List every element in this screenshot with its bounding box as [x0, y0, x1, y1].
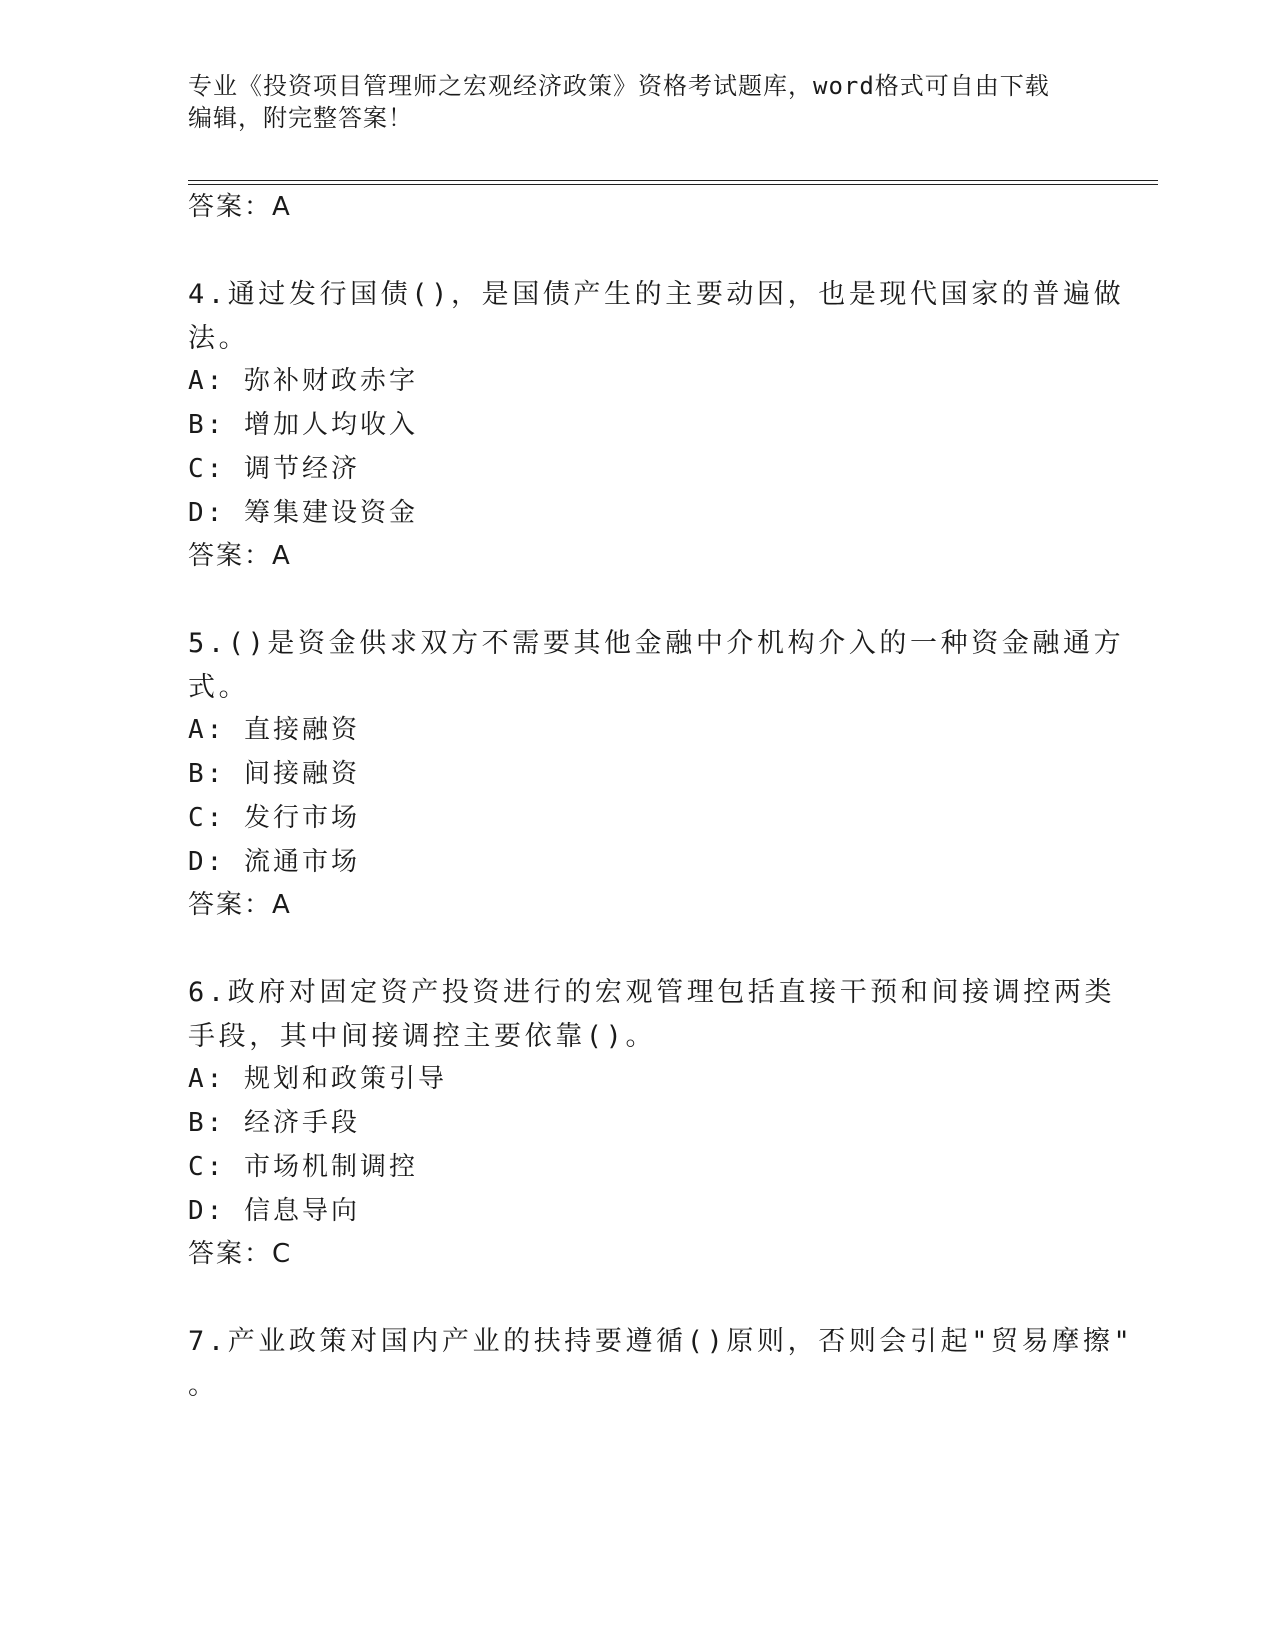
question-4-option-c: C: 调节经济 — [188, 454, 360, 484]
question-6-option-d: D: 信息导向 — [188, 1196, 360, 1226]
question-4-option-a: A: 弥补财政赤字 — [188, 366, 418, 396]
document-header: 专业《投资项目管理师之宏观经济政策》资格考试题库，word格式可自由下载编辑，附完整答案！ — [188, 72, 1050, 132]
question-6-option-c: C: 市场机制调控 — [188, 1152, 418, 1182]
question-6-option-a: A: 规划和政策引导 — [188, 1064, 447, 1094]
question-4-stem-line-1: 4.通过发行国债()，是国债产生的主要动因，也是现代国家的普遍做 — [188, 279, 1125, 310]
question-4-option-b: B: 增加人均收入 — [188, 410, 418, 440]
question-5-option-d: D: 流通市场 — [188, 847, 360, 877]
question-4-option-d: D: 筹集建设资金 — [188, 498, 418, 528]
question-6-option-b: B: 经济手段 — [188, 1108, 360, 1138]
question-4-stem-line-2: 法。 — [188, 323, 250, 354]
question-7-stem-line-1: 7.产业政策对国内产业的扶持要遵循()原则，否则会引起"贸易摩擦" — [188, 1326, 1134, 1357]
question-6-stem-line-1: 6.政府对固定资产投资进行的宏观管理包括直接干预和间接调控两类 — [188, 977, 1116, 1008]
question-5-answer: 答案：A — [188, 890, 292, 920]
question-5-stem-line-2: 式。 — [188, 672, 250, 703]
answer-q3: 答案：A — [188, 192, 292, 222]
question-6-answer: 答案：C — [188, 1239, 293, 1269]
question-7-stem-line-2: 。 — [188, 1370, 219, 1401]
question-5-option-a: A: 直接融资 — [188, 715, 360, 745]
header-divider — [188, 180, 1158, 181]
question-5-option-b: B: 间接融资 — [188, 759, 360, 789]
question-4-answer: 答案：A — [188, 541, 292, 571]
question-5-option-c: C: 发行市场 — [188, 803, 360, 833]
question-5-stem-line-1: 5.()是资金供求双方不需要其他金融中介机构介入的一种资金融通方 — [188, 628, 1125, 659]
question-6-stem-line-2: 手段，其中间接调控主要依靠()。 — [188, 1021, 657, 1052]
header-divider-double — [188, 184, 1158, 185]
